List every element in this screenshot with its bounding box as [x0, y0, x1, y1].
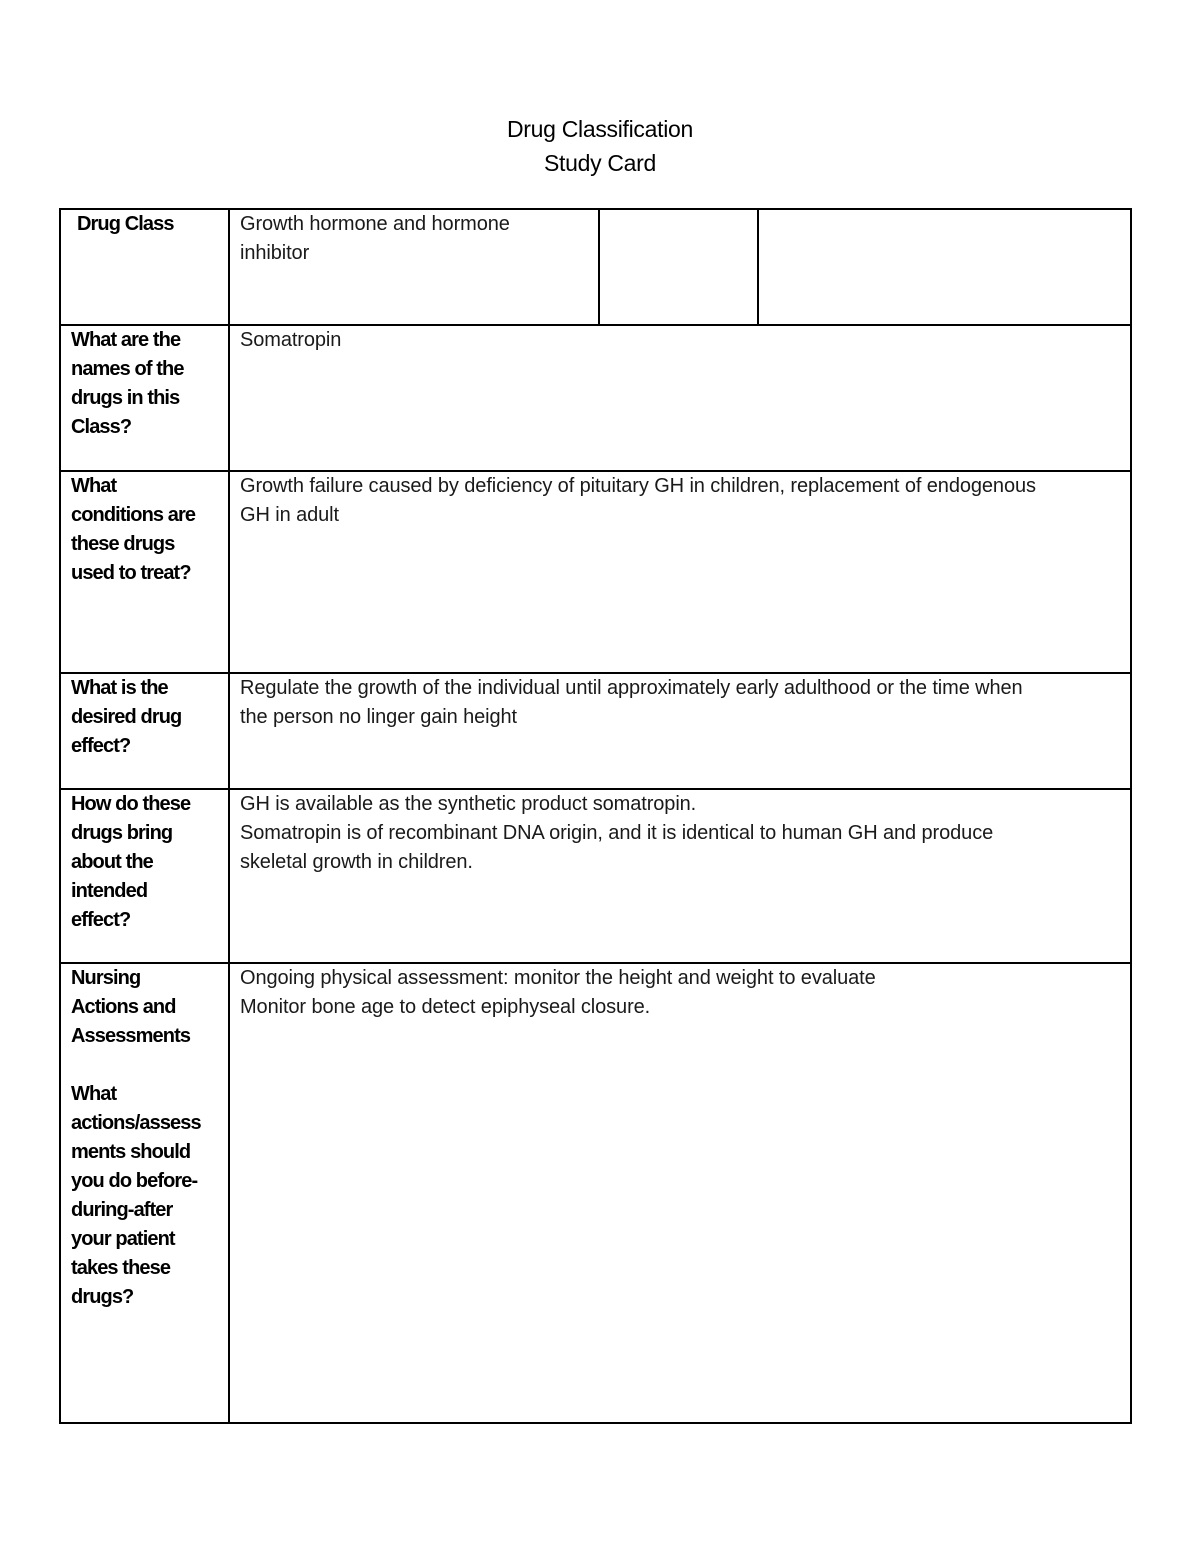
page-subtitle: Study Card	[543, 150, 657, 176]
drug-class-empty-cell-2	[758, 209, 1131, 325]
page-title: Drug Classification	[506, 116, 694, 142]
study-card-table	[59, 208, 1132, 1424]
row-drug-class	[60, 209, 1131, 325]
row-mechanism	[60, 789, 1131, 963]
drug-class-value: Growth hormone and hormone inhibitor	[229, 209, 599, 325]
drug-class-label: Drug Class	[60, 209, 229, 325]
mechanism-label: How do these drugs bring about the intended effect?	[60, 789, 229, 963]
row-conditions	[60, 471, 1131, 673]
conditions-value: Growth failure caused by deficiency of pituitary GH in children, replacement of endogenous GH in adult	[229, 471, 1131, 673]
nursing-actions-label: Nursing Actions and Assessments What actions/assess ments should you do before- during-after your patient takes these drugs?	[60, 963, 229, 1423]
drug-names-value: Somatropin	[229, 325, 1131, 471]
row-drug-names	[60, 325, 1131, 471]
drug-class-empty-cell-1	[599, 209, 758, 325]
row-desired-effect	[60, 673, 1131, 789]
nursing-actions-value: Ongoing physical assessment: monitor the height and weight to evaluate Monitor bone age to detect epiphyseal closure.	[229, 963, 1131, 1423]
drug-names-label: What are the names of the drugs in this Class?	[60, 325, 229, 471]
desired-effect-label: What is the desired drug effect?	[60, 673, 229, 789]
conditions-label: What conditions are these drugs used to treat?	[60, 471, 229, 673]
mechanism-value: GH is available as the synthetic product somatropin. Somatropin is of recombinant DNA origin, and it is identical to human GH and produce skeletal growth in children.	[229, 789, 1131, 963]
row-nursing-actions	[60, 963, 1131, 1423]
desired-effect-value: Regulate the growth of the individual until approximately early adulthood or the time when the person no linger gain height	[229, 673, 1131, 789]
